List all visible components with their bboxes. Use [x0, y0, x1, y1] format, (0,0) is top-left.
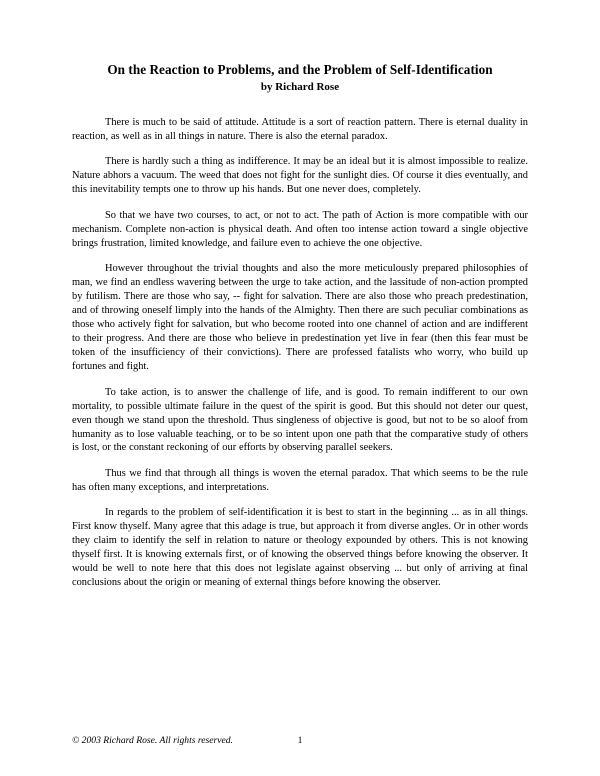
paragraph: Thus we find that through all things is woven the eternal paradox. That which seems to be the rule has often many exceptions, and interpretations. [72, 467, 528, 493]
paragraph: In regards to the problem of self-identification it is best to start in the beginning ... as in all things. First know thyself. Many agree that this adage is true, but approach it from diverse angles. Or in other words they claim to identify the self in relation to nature or theology expounded by others. This is not knowing thyself first. It is knowing externals first, or of knowing the observed things before knowing the observer. It would be well to note here that this does not legislate against observing ... but only of arriving at final conclusions about the origin or meaning of external things before knowing the observer. [72, 507, 528, 589]
paragraph: So that we have two courses, to act, or not to act. The path of Action is more compatible with our mechanism. Complete non-action is physical death. And often too intense action toward a single objective brings frustration, limited knowledge, and failure even to achieve the one objective. [72, 209, 528, 249]
page-footer [72, 735, 528, 746]
paragraph: There is much to be said of attitude. Attitude is a sort of reaction pattern. There is eternal duality in reaction, as well as in all things in nature. There is also the eternal paradox. [72, 116, 528, 142]
paragraph: There is hardly such a thing as indifference. It may be an ideal but it is almost impossible to realize. Nature abhors a vacuum. The weed that does not fight for the sunlight dies. Of course it dies eventually, and this inevitability tempts one to throw up his hands. But one never does, completely. [72, 156, 528, 196]
paragraph: To take action, is to answer the challenge of life, and is good. To remain indifferent to our own mortality, to possible ultimate failure in the quest of the spirit is good. But this should not deter our quest, even though we stand upon the threshold. Thus singleness of objective is good, but not to be so aloof from humanity as to lose valuable teaching, or to be so intent upon one path that the comparative study of others is lost, or the constant reckoning of our efforts by observing parallel seekers. [72, 386, 528, 454]
document-body [72, 116, 528, 591]
document-author: by Richard Rose [260, 80, 340, 93]
page-title: On the Reaction to Problems, and the Problem of Self-Identification [107, 62, 493, 77]
copyright-notice: © 2003 Richard Rose. All rights reserved. [72, 735, 233, 746]
page-number: 1 [297, 735, 303, 746]
paragraph: However throughout the trivial thoughts and also the more meticulously prepared philosophies of man, we find an endless wavering between the urge to take action, and the lassitude of non-action prompted by futilism. There are those who say, -- fight for salvation. There are also those who preach predestination, and of throwing oneself limply into the hands of the Almighty. Then there are such peculiar combinations as those who actively fight for salvation, but who become rooted into one channel of action and are indifferent to their progress. And there are those who believe in predestination yet live in fear (then this fear must be token of the insufficiency of their convictions). There are professed fatalists who worry, who build up fortunes and fight. [72, 263, 528, 373]
